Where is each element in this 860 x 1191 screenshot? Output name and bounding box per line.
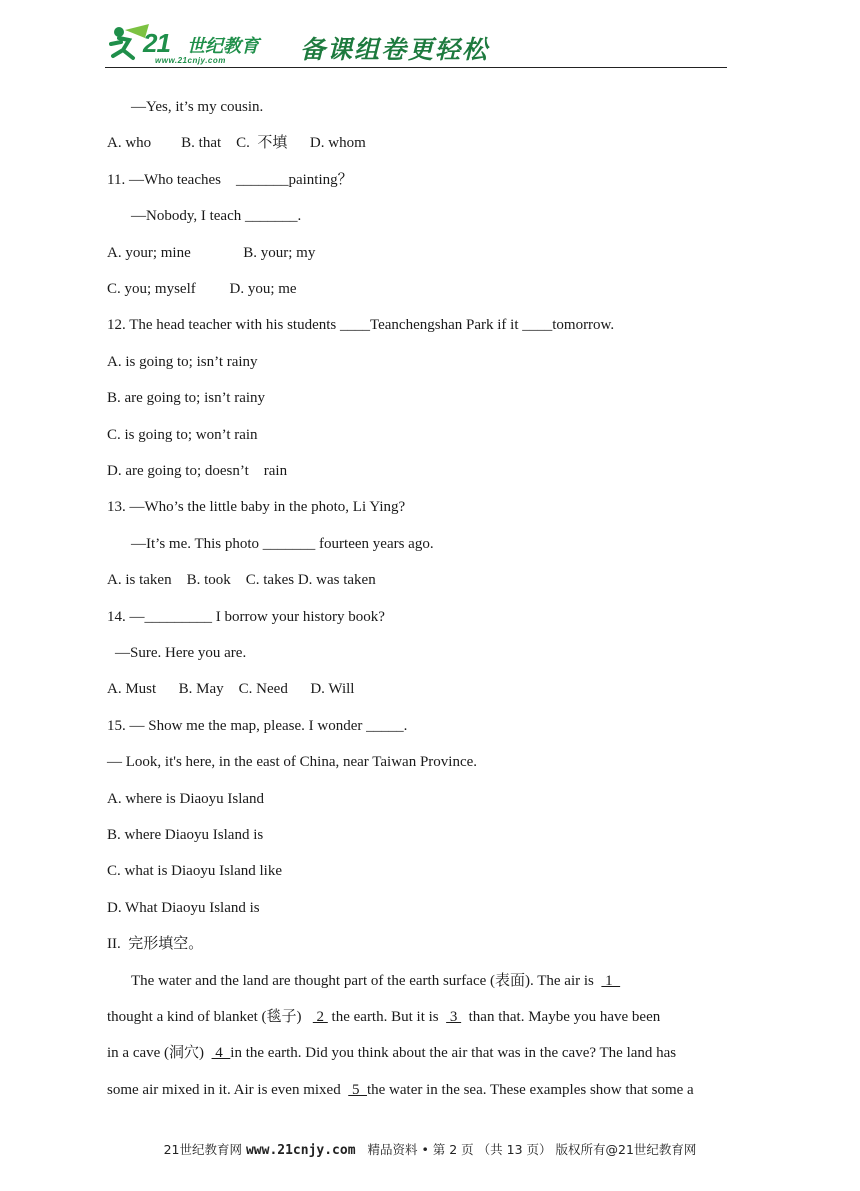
answer-options: A. who B. that C. 不填 D. whom — [107, 135, 366, 151]
dialogue-line: — Look, it's here, in the east of China, near Taiwan Province. — [107, 754, 478, 770]
blank-3: 3 — [446, 1009, 462, 1025]
passage-text: thought a kind of blanket (毯子) — [107, 1009, 313, 1025]
answer-options: A. Must B. May C. Need D. Will — [107, 681, 355, 697]
passage-line — [107, 1080, 694, 1100]
question-12: 12. The head teacher with his students ____Teanchengshan Park if it ____tomorrow. — [107, 317, 615, 333]
header-slogan: 备课组卷更轻松 — [300, 35, 490, 64]
page-header — [105, 22, 727, 72]
answer-option: C. what is Diaoyu Island like — [107, 863, 282, 879]
question-14: 14. —_________ I borrow your history book? — [107, 609, 385, 625]
logo-url: www.21cnjy.com — [155, 56, 226, 65]
passage-text: than that. Maybe you have been — [461, 1009, 661, 1025]
answer-options: A. is taken B. took C. takes D. was taken — [107, 572, 376, 588]
blank-5: 5 — [348, 1082, 367, 1098]
logo-number: 21 — [143, 28, 170, 58]
passage-line — [131, 971, 620, 991]
passage-line — [107, 1007, 660, 1027]
header-rule — [105, 67, 727, 68]
section-heading: II. 完形填空。 — [107, 936, 204, 952]
dialogue-line: —Yes, it’s my cousin. — [131, 99, 264, 115]
footer-suffix: 精品资料 • 第 2 页 （共 13 页） 版权所有@21世纪教育网 — [355, 1142, 697, 1157]
passage-text: some air mixed in it. Air is even mixed — [107, 1082, 349, 1098]
passage-text: The water and the land are thought part of the earth surface (表面). The air is — [131, 973, 602, 989]
answer-options: C. you; myself D. you; me — [107, 281, 297, 297]
passage-text: the earth. But it is — [327, 1009, 447, 1025]
passage-text: the water in the sea. These examples show that some a — [366, 1082, 694, 1098]
passage-text: in a cave (洞穴) — [107, 1045, 212, 1061]
answer-option: B. where Diaoyu Island is — [107, 827, 264, 843]
passage-line — [107, 1043, 676, 1063]
blank-2: 2 — [312, 1009, 328, 1025]
question-13: 13. —Who’s the little baby in the photo, Li Ying? — [107, 499, 406, 515]
answer-option: C. is going to; won’t rain — [107, 427, 258, 443]
passage-text: in the earth. Did you think about the air that was in the cave? The land has — [230, 1045, 677, 1061]
page-footer — [0, 1140, 860, 1158]
blank-4: 4 — [211, 1045, 231, 1061]
dialogue-line: —It’s me. This photo _______ fourteen years ago. — [131, 536, 434, 552]
answer-option: A. where is Diaoyu Island — [107, 791, 265, 807]
footer-site-link[interactable]: www.21cnjy.com — [245, 1143, 356, 1158]
logo-text: 世纪教育 — [187, 36, 259, 57]
blank-1: 1 — [601, 973, 621, 989]
answer-option: B. are going to; isn’t rainy — [107, 390, 266, 406]
question-11: 11. —Who teaches _______painting？ — [107, 172, 353, 188]
dialogue-line: —Nobody, I teach _______. — [131, 208, 302, 224]
dialogue-line: —Sure. Here you are. — [115, 645, 247, 661]
answer-option: A. is going to; isn’t rainy — [107, 354, 258, 370]
answer-options: A. your; mine B. your; my — [107, 245, 316, 261]
footer-prefix: 21世纪教育网 — [163, 1142, 246, 1157]
question-15: 15. — Show me the map, please. I wonder _____. — [107, 718, 408, 734]
answer-option: D. What Diaoyu Island is — [107, 900, 260, 916]
answer-option: D. are going to; doesn’t rain — [107, 463, 288, 479]
